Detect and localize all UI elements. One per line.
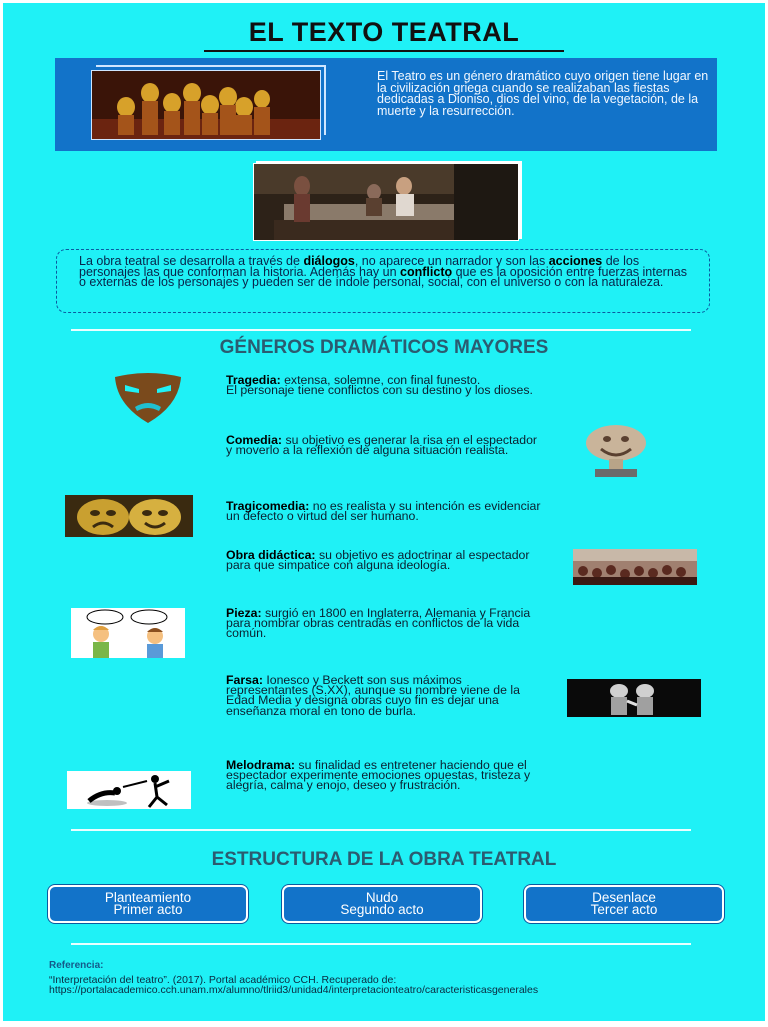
genre-melodrama: Melodrama: su finalidad es entretener haciendo que el espectador experimente emociones opuestas, tristeza y alegría, calma y enojo, deseo y frustración. — [226, 758, 531, 793]
genre-tragicomedia: Tragicomedia: no es realista y su intención es evidenciar un defecto o virtud del ser humano. — [226, 499, 541, 524]
dialogue-description-text: La obra teatral se desarrolla a través de diálogos, no aparece un narrador y son las acciones de los personajes las que conforman la historia. Además hay un conflicto que es la oposición entre fuerzas internas o externas de los personajes y pueden ser de índole personal, social, con el universo o con la naturaleza. — [79, 254, 687, 289]
reference-text: “Interpretación del teatro”. (2017). Portal académico CCH. Recuperado de: https://portalacademico.cch.unam.mx/alumno/tlriid3/unidad4/interpretacionteatro/caracteristicasgenerales — [49, 974, 539, 996]
structure-planteamiento: Planteamiento Primer acto — [48, 885, 248, 923]
genre-farsa: Farsa: Ionesco y Beckett son sus máximos representantes (S.XX), aunque su nombre viene de la Edad Media y designa obras cuyo fin es dejar una enseñanza moral en tono de burla. — [226, 673, 520, 718]
pieza-cartoon-image — [71, 608, 185, 658]
farce-photo — [567, 679, 701, 717]
infographic-page — [3, 3, 765, 1021]
theatre-scene-photo — [253, 163, 519, 241]
divider — [71, 943, 691, 945]
reference-heading: Referencia: — [49, 960, 104, 971]
intro-text: El Teatro es un género dramático cuyo origen tiene lugar en la civilización griega cuando se realizaban las fiestas dedicadas a Dioniso, dios del vino, de la vegetación, de la muerte y la resurrección. — [377, 69, 709, 118]
genres-heading: GÉNEROS DRAMÁTICOS MAYORES — [219, 337, 549, 358]
divider — [71, 829, 691, 831]
structure-nudo: Nudo Segundo acto — [282, 885, 482, 923]
comedy-mask-image — [569, 421, 663, 479]
melodrama-image — [67, 771, 191, 809]
greek-chorus-photo — [91, 70, 321, 140]
dialogue-description-box — [56, 249, 710, 313]
divider — [71, 329, 691, 331]
genre-comedia: Comedia: su objetivo es generar la risa en el espectador y moverlo a la reflexión de alguna situación realista. — [226, 433, 537, 458]
genre-obra-didactica: Obra didáctica: su objetivo es adoctrinar al espectador para que simpatice con alguna ideología. — [226, 548, 530, 573]
structure-heading: ESTRUCTURA DE LA OBRA TEATRAL — [211, 849, 557, 870]
page-title: EL TEXTO TEATRAL — [3, 17, 765, 52]
genre-tragedia: Tragedia: extensa, solemne, con final funesto. El personaje tiene conflictos con su destino y los dioses. — [226, 373, 533, 398]
intro-panel — [55, 58, 717, 151]
tragedy-mask-image — [109, 371, 187, 423]
structure-desenlace: Desenlace Tercer acto — [524, 885, 724, 923]
genre-pieza: Pieza: surgió en 1800 en Inglaterra, Alemania y Francia para nombrar obras centradas en conflictos de la vida común. — [226, 606, 531, 641]
tragicomedy-masks-image — [65, 495, 193, 537]
didactic-play-photo — [573, 549, 697, 585]
